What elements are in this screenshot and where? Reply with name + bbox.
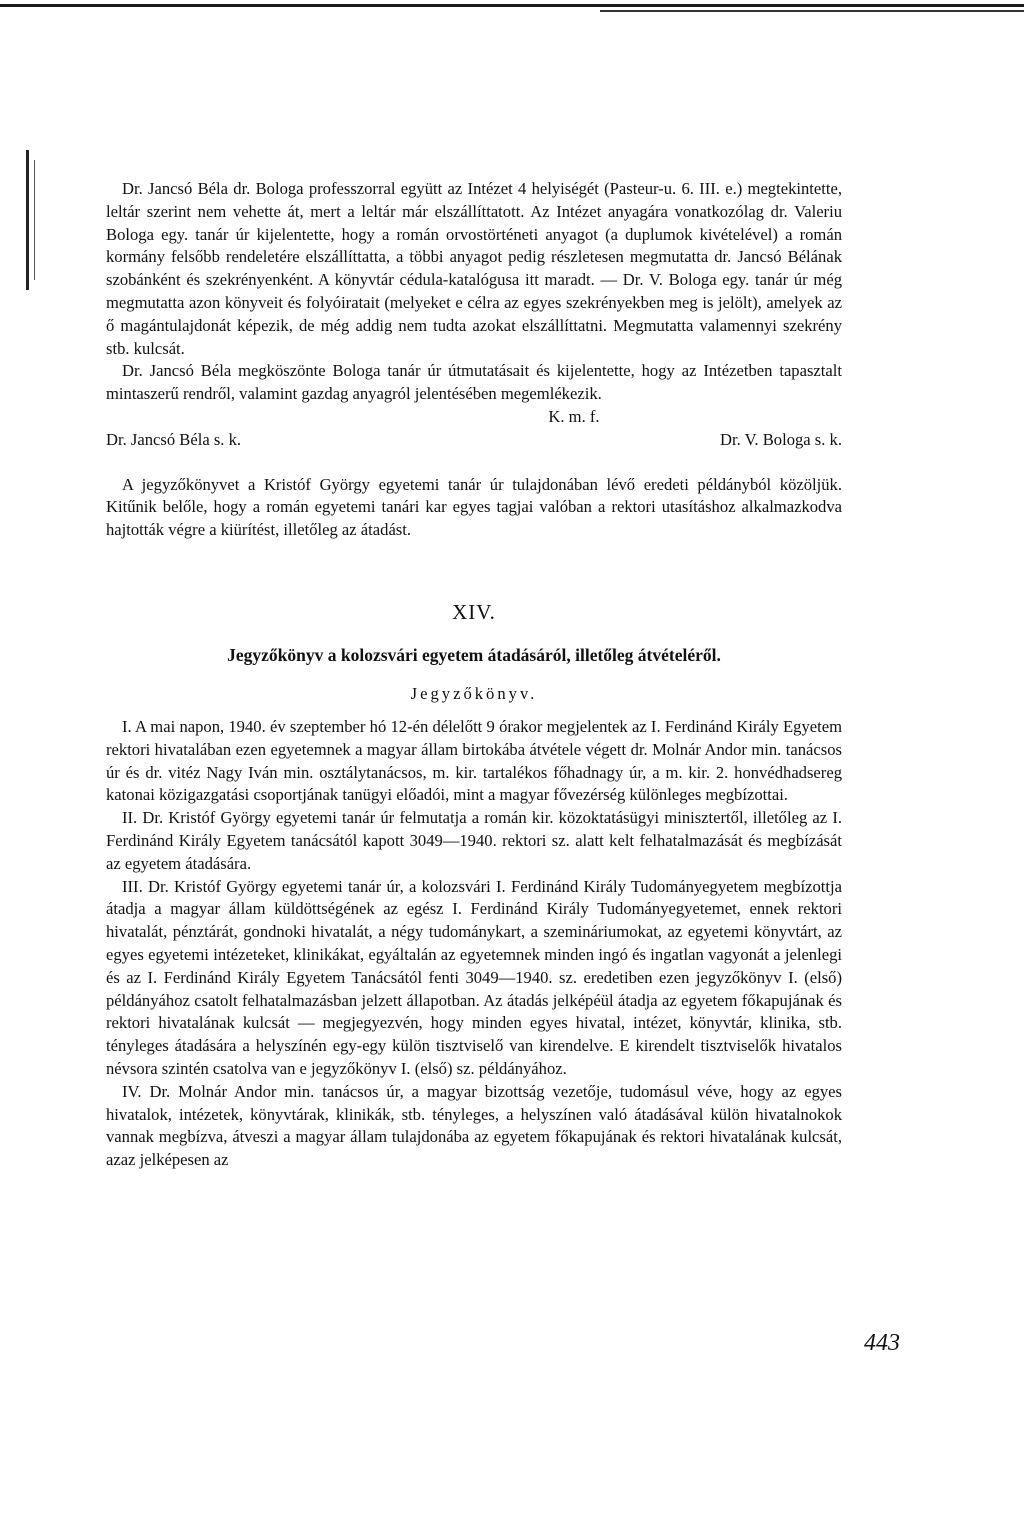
note-paragraph: A jegyzőkönyvet a Kristóf György egyetemi tanár úr tulajdonában lévő eredeti példányból közöljük. Kitűnik belőle, hogy a román egyetemi tanári kar egyes tagjai valóban a rektori utasításhoz alkalmazkodva hajtották végre a kiürítést, illetőleg az átadást. <box>106 474 842 540</box>
section-paragraph: II. Dr. Kristóf György egyetemi tanár úr felmutatja a román kir. közoktatásügyi minisztertől, illetőleg az I. Ferdinánd Király Egyetem tanácsától kapott 3049—1940. rektori sz. alatt kelt felhatalmazását és megbízását az egyetem átadására. <box>106 808 842 873</box>
kmf-closing: K. m. f. <box>548 406 600 426</box>
page-body <box>106 178 842 1172</box>
signature-left: Dr. Jancsó Béla s. k. <box>106 429 242 449</box>
signature-right: Dr. V. Bologa s. k. <box>719 429 842 449</box>
section-paragraph: I. A mai napon, 1940. év szeptember hó 12-én délelőtt 9 órakor megjelentek az I. Ferdinánd Király Egyetem rektori hivatalában ezen egyetemnek a magyar állam birtokába átvétele végett dr. Molnár Andor min. tanácsos úr és dr. vitéz Nagy Iván min. osztálytanácsos, m. kir. tartalékos főhadnagy úr, a m. kir. 2. honvédhadsereg katonai közigazgatási csoportjának tanügyi előadói, mint a magyar fővezérség különleges megbízottai. <box>106 716 842 805</box>
thanks-paragraph: Dr. Jancsó Béla megköszönte Bologa tanár úr útmutatásait és kijelentette, hogy az Intézetben tapasztalt mintaszerű rendről, valamint gazdag anyagról jelentésében megemlékezik. <box>106 361 842 404</box>
section-paragraph: III. Dr. Kristóf György egyetemi tanár úr, a kolozsvári I. Ferdinánd Király Tudományegyetem megbízottja átadja a magyar állam küldöttségének az egész I. Ferdinánd Király Tudományegyetemet, ennek rektori hivatalát, pénztárát, gondnoki hivatalát, a négy tudománykart, a szemináriumokat, az egyetemi könyvtárt, az egyes egyetemi intézeteket, klinikákat, egyáltalán az egyetemnek minden ingó és ingatlan vagyonát a jelenlegi és az I. Ferdinánd Király Egyetem Tanácsától fenti 3049—1940. sz. eredetiben ezen jegyzőkönyv I. (első) példányához csatolt felhatalmazásban jelzett állapotban. Az átadás jelképéül átadja az egyetem főkapujának és rektori hivatalának kulcsát — megjegyezvén, hogy minden egyes hivatal, intézet, könyvtár, klinika, stb. tényleges átadására a helyszínén egy-egy külön tisztviselő van kirendelve. E kirendelt tisztviselők hivatalos névsora szintén csatolva van e jegyzőkönyv I. (első) sz. példányához. <box>106 876 842 1078</box>
section-paragraph: IV. Dr. Molnár Andor min. tanácsos úr, a magyar bizottság vezetője, tudomásul véve, hogy az egyes hivatalok, intézetek, könyvtárak, klinikák, stb. tényleges, a helyszínen való átadásával külön hivatalnokok vannak megbízva, átveszi a magyar állam tulajdonába az egyetem főkapujának és rektori hivatalának kulcsát, azaz jelképesen az <box>106 1081 842 1170</box>
chapter-number: XIV. <box>452 599 496 624</box>
document-heading: Jegyzőkönyv. <box>410 683 538 703</box>
page-number: 443 <box>864 1330 900 1356</box>
top-paragraph: Dr. Jancsó Béla dr. Bologa professzorral együtt az Intézet 4 helyiségét (Pasteur-u. 6. III. e.) megtekintette, leltár szerint nem vehette át, mert a leltár már elszállíttatott. Az Intézet anyagára vonatkozólag dr. Valeriu Bologa egy. tanár úr kijelentette, hogy a román orvostörténeti anyagot (a duplumok kivételével) a román kormány felsőbb rendeletére elszállíttatta, a többi anyagot pedig részletesen megmutatta dr. Jancsó Bélának szobánként és szekrényenként. A könyvtár cédula-katalógusa itt maradt. — Dr. V. Bologa egy. tanár úr még megmutatta azon könyveit és folyóiratait (melyeket e célra az egyes szekrényekben meg is jelölt), amelyek az ő magántulajdonát képezik, de még addig nem tudta azokat elszállíttatni. Megmutatta valamennyi szekrény stb. kulcsát. <box>106 179 842 358</box>
top-border-rule-secondary <box>600 10 1024 12</box>
left-margin-mark <box>26 150 29 290</box>
top-border-rule <box>0 4 1024 7</box>
signature-row <box>106 429 842 452</box>
left-margin-mark-thin <box>34 160 35 280</box>
chapter-title: Jegyzőkönyv a kolozsvári egyetem átadásáról, illetőleg átvételéről. <box>227 644 721 665</box>
